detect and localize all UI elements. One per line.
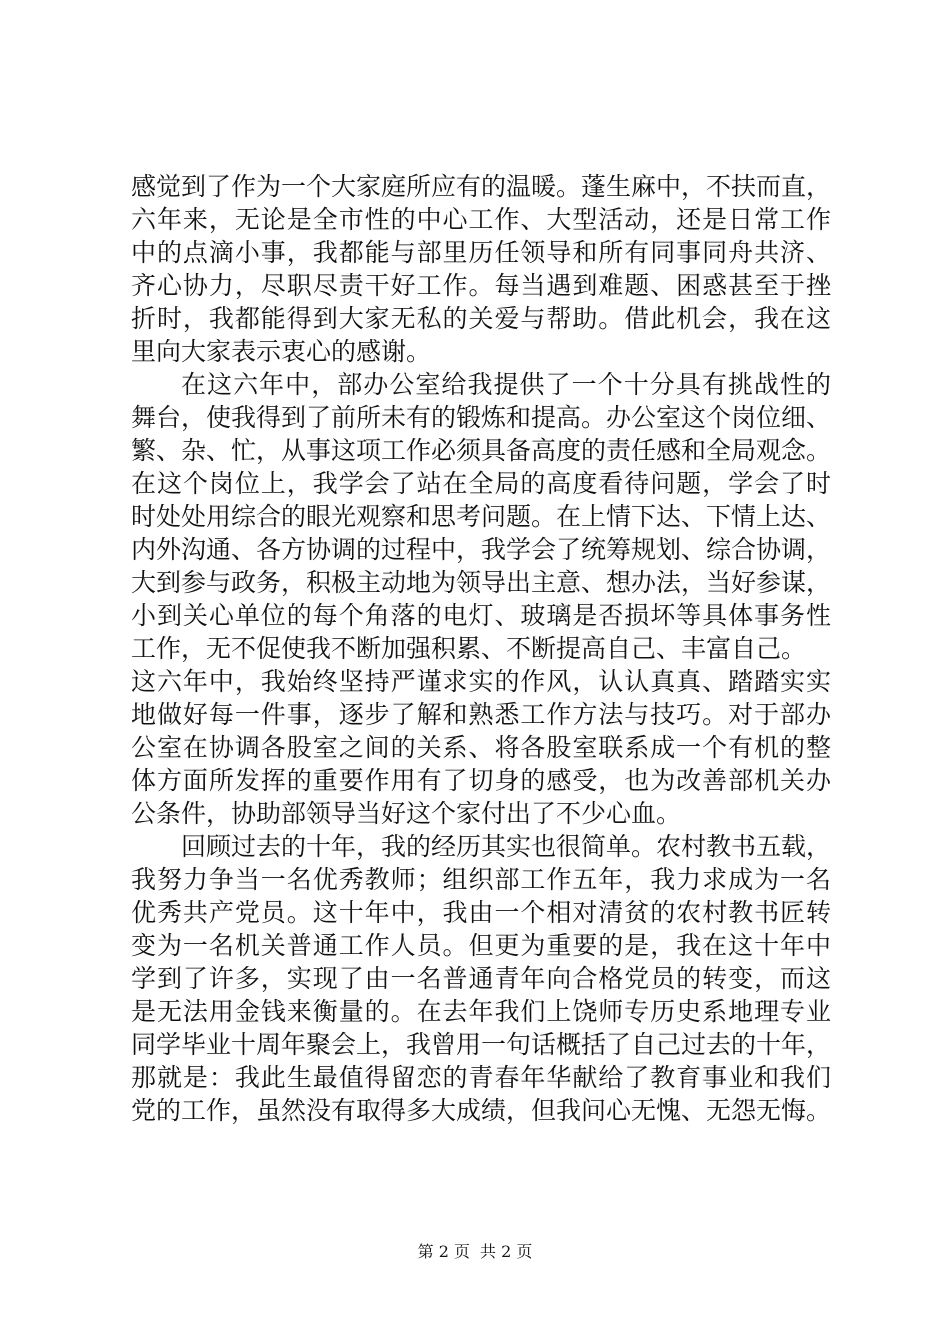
page-total: 共 2 页 <box>480 1242 533 1261</box>
document-body <box>131 170 831 1127</box>
page-number: 第 2 页 <box>417 1242 470 1261</box>
text-line: 里向大家表示衷心的感谢。 <box>131 337 432 366</box>
text-line: 我努力争当一名优秀教师；组织部工作五年，我力求成为一名 <box>131 865 831 894</box>
text-line: 折时，我都能得到大家无私的关爱与帮助。借此机会，我在这 <box>131 304 831 333</box>
text-line: 党的工作，虽然没有取得多大成绩，但我问心无愧、无怨无悔。 <box>131 1096 832 1125</box>
text-line: 大到参与政务，积极主动地为领导出主意、想办法，当好参谋， <box>131 568 832 597</box>
text-line: 内外沟通、各方协调的过程中，我学会了统筹规划、综合协调， <box>131 535 832 564</box>
text-line: 体方面所发挥的重要作用有了切身的感受，也为改善部机关办 <box>131 766 831 795</box>
text-line: 在这个岗位上，我学会了站在全局的高度看待问题，学会了时 <box>131 469 831 498</box>
text-line: 学到了许多，实现了由一名普通青年向合格党员的转变，而这 <box>131 964 831 993</box>
text-line: 公室在协调各股室之间的关系、将各股室联系成一个有机的整 <box>131 733 831 762</box>
text-line: 变为一名机关普通工作人员。但更为重要的是，我在这十年中 <box>131 931 831 960</box>
text-line: 工作，无不促使我不断加强积累、不断提高自己、丰富自己。 <box>131 634 807 663</box>
text-line: 那就是：我此生最值得留恋的青春年华献给了教育事业和我们 <box>131 1063 831 1092</box>
text-line: 中的点滴小事，我都能与部里历任领导和所有同事同舟共济、 <box>131 238 831 267</box>
text-line: 齐心协力，尽职尽责干好工作。每当遇到难题、困惑甚至于挫 <box>131 271 831 300</box>
paragraph-first-line: 回顾过去的十年，我的经历其实也很简单。农村教书五载， <box>181 832 832 861</box>
text-line: 是无法用金钱来衡量的。在去年我们上饶师专历史系地理专业 <box>131 997 831 1026</box>
page-footer <box>0 1241 950 1263</box>
text-line: 同学毕业十周年聚会上，我曾用一句话概括了自己过去的十年， <box>131 1030 832 1059</box>
text-line: 公条件，协助部领导当好这个家付出了不少心血。 <box>131 799 682 828</box>
text-line: 六年来，无论是全市性的中心工作、大型活动，还是日常工作 <box>131 205 831 234</box>
text-line: 地做好每一件事，逐步了解和熟悉工作方法与技巧。对于部办 <box>131 700 831 729</box>
text-line: 这六年中，我始终坚持严谨求实的作风，认认真真、踏踏实实 <box>131 667 831 696</box>
text-line: 舞台，使我得到了前所未有的锻炼和提高。办公室这个岗位细、 <box>131 403 832 432</box>
text-line: 繁、杂、忙，从事这项工作必须具备高度的责任感和全局观念。 <box>131 436 832 465</box>
text-line: 优秀共产党员。这十年中，我由一个相对清贫的农村教书匠转 <box>131 898 831 927</box>
text-line: 时处处用综合的眼光观察和思考问题。在上情下达、下情上达、 <box>131 502 832 531</box>
paragraph-first-line: 在这六年中，部办公室给我提供了一个十分具有挑战性的 <box>181 370 831 399</box>
text-line: 小到关心单位的每个角落的电灯、玻璃是否损坏等具体事务性 <box>131 601 831 630</box>
text-line: 感觉到了作为一个大家庭所应有的温暖。蓬生麻中，不扶而直， <box>131 172 832 201</box>
